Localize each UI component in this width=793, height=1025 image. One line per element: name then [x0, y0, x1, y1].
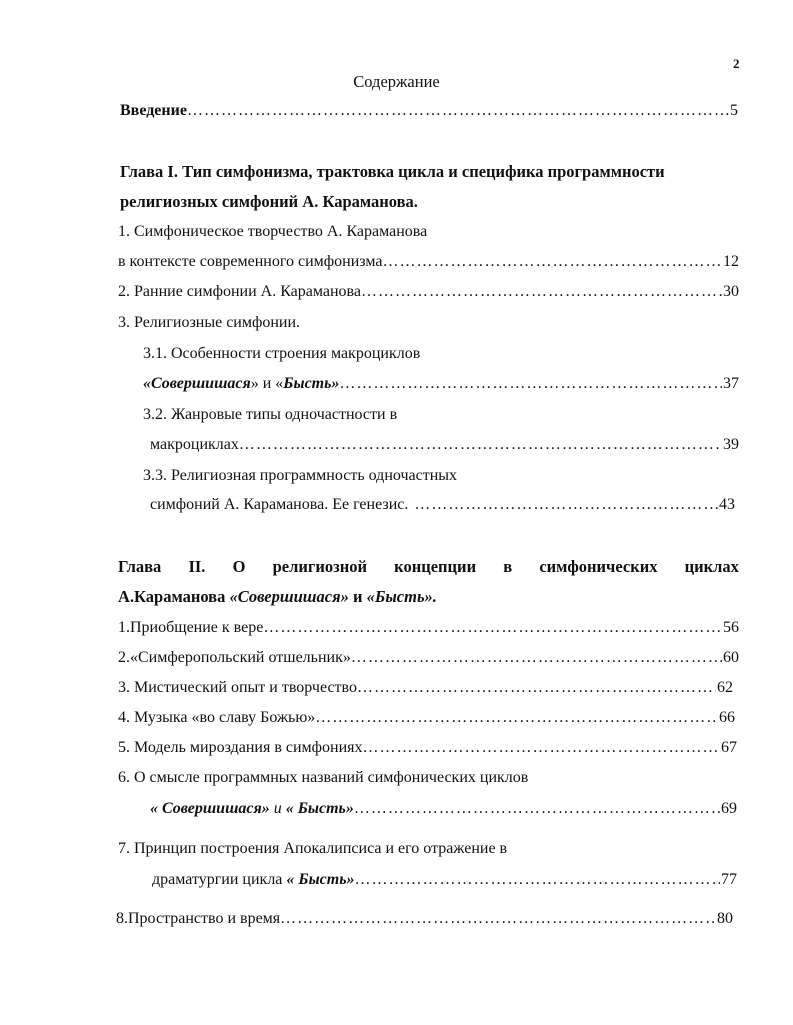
chapter1-heading-line1: Глава I. Тип симфонизма, трактовка цикла и специфика программности — [120, 162, 665, 181]
toc-leader — [361, 281, 722, 303]
toc-entry-3-3-line1: 3.3. Религиозная программность одночастных — [143, 467, 458, 484]
chapter1-heading-line2: религиозных симфоний А. Караманова. — [120, 192, 418, 211]
toc-page: 5 — [730, 102, 738, 119]
toc-entry-3-1-line1: 3.1. Особенности строения макроциклов — [143, 345, 421, 362]
toc-entry-2-2 — [118, 647, 739, 669]
toc-leader — [355, 869, 720, 891]
toc-entry-intro — [120, 100, 738, 122]
toc-label: 3. Мистический опыт и творчество — [118, 679, 357, 696]
heading-text: А.Караманова — [118, 587, 230, 606]
heading-word: циклах — [684, 557, 739, 576]
toc-label: 2. Ранние симфонии А. Караманова — [118, 283, 361, 300]
toc-leader — [354, 798, 720, 820]
toc-leader — [263, 617, 722, 639]
toc-label: 4. Музыка «во славу Божью» — [118, 709, 316, 726]
toc-label: в контексте современного симфонизма — [118, 253, 383, 270]
toc-label: Введение — [120, 102, 187, 119]
toc-leader — [414, 494, 718, 516]
toc-entry-2-8 — [116, 908, 733, 930]
toc-entry-2-6-line1: 6. О смысле программных названий симфонических циклов — [118, 769, 529, 786]
toc-page: 69 — [721, 800, 737, 817]
toc-label: драматургии цикла « Бысть» — [152, 871, 355, 888]
heading-word: религиозной — [272, 557, 368, 576]
toc-page: 62 — [717, 679, 733, 696]
toc-page: 39 — [723, 436, 739, 453]
page-title: Содержание — [353, 72, 440, 91]
toc-label: макроциклах — [150, 436, 239, 453]
title-byst: «Бысть». — [366, 587, 437, 606]
title-sovershishasya: «Совершишася» — [229, 587, 349, 606]
toc-page: 67 — [721, 739, 737, 756]
chapter2-heading-line2 — [118, 586, 437, 608]
toc-page: 30 — [723, 283, 739, 300]
toc-leader — [239, 434, 722, 456]
heading-word: в — [503, 557, 513, 576]
toc-entry-1-3: 3. Религиозные симфонии. — [118, 314, 301, 331]
toc-label: 5. Модель мироздания в симфониях — [118, 739, 363, 756]
toc-leader — [339, 373, 722, 395]
toc-leader — [357, 677, 716, 699]
toc-label: 2.«Симферопольский отшельник» — [118, 649, 351, 666]
title-byst: « Бысть» — [286, 871, 355, 888]
toc-label: 8.Пространство и время — [116, 910, 281, 927]
toc-entry-1-1 — [118, 251, 739, 273]
toc-entry-1-2 — [118, 281, 739, 303]
title-sovershishasya: « Совершишася» — [150, 800, 270, 817]
toc-label: симфоний А. Караманова. Ее генезис. — [150, 496, 409, 513]
toc-leader — [351, 647, 722, 669]
toc-label: «Совершишася» и «Бысть» — [143, 375, 340, 392]
toc-page: 77 — [721, 871, 737, 888]
toc-leader — [363, 737, 720, 759]
toc-label: « Совершишася» и « Бысть» — [150, 800, 354, 817]
toc-entry-2-4 — [118, 707, 735, 729]
title-byst: « Бысть» — [285, 800, 354, 817]
title-byst: Бысть — [283, 375, 332, 392]
toc-entry-2-5 — [118, 737, 737, 759]
page-number: 2 — [733, 56, 740, 71]
toc-entry-3-3 — [150, 494, 735, 516]
toc-entry-3-1 — [143, 373, 739, 395]
toc-entry-2-3 — [118, 677, 733, 699]
toc-entry-2-7 — [152, 869, 737, 891]
toc-entry-3-2 — [150, 434, 739, 456]
heading-word: II. — [188, 557, 206, 576]
toc-page: 60 — [723, 649, 739, 666]
toc-page: 80 — [717, 910, 733, 927]
title-sovershishasya: Совершишася — [151, 375, 251, 392]
toc-leader — [315, 707, 718, 729]
toc-page: 56 — [723, 619, 739, 636]
toc-leader — [280, 908, 716, 930]
toc-entry-3-2-line1: 3.2. Жанровые типы одночастности в — [143, 406, 398, 423]
toc-leader — [383, 251, 722, 273]
toc-label: 1.Приобщение к вере — [118, 619, 264, 636]
toc-entry-2-6 — [150, 798, 737, 820]
toc-entry-2-7-line1: 7. Принцип построения Апокалипсиса и его отражение в — [118, 840, 508, 857]
toc-page: 66 — [719, 709, 735, 726]
heading-word: концепции — [394, 557, 477, 576]
toc-leader — [187, 100, 729, 122]
toc-entry-1-1-line1: 1. Симфоническое творчество А. Караманова — [118, 223, 428, 240]
toc-page: 12 — [723, 253, 739, 270]
chapter2-heading-line1 — [118, 556, 739, 578]
toc-page: 37 — [723, 375, 739, 392]
heading-word: О — [232, 557, 246, 576]
toc-entry-2-1 — [118, 617, 739, 639]
heading-word: Глава — [118, 557, 162, 576]
toc-page: 43 — [719, 496, 735, 513]
heading-text: и — [348, 587, 367, 606]
heading-word: симфонических — [539, 557, 658, 576]
